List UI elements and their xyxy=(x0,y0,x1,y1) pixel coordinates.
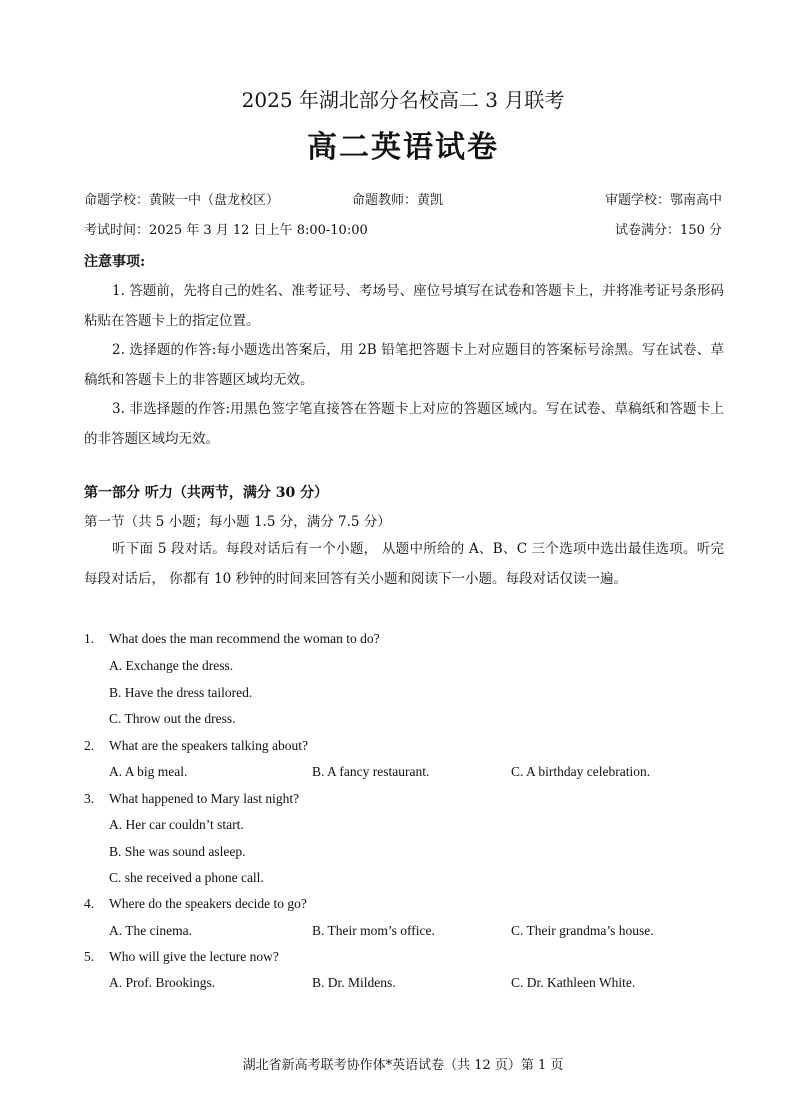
notice-item-text: 1. 答题前，先将自己的姓名、准考证号、考场号、座位号填写在试卷和答题卡上，并将准考证号条形码粘贴在答题卡上的指定位置。 xyxy=(84,283,724,329)
question-number: 4. xyxy=(84,896,95,911)
question-text: What happened to Mary last night? xyxy=(109,791,300,806)
notice-item xyxy=(84,395,724,454)
notice-heading: 注意事项: xyxy=(84,254,146,270)
meta-school: 命题学校：黄陂一中（盘龙校区） xyxy=(84,193,280,208)
question-number: 2. xyxy=(84,738,95,753)
meta-score: 试卷满分：150 分 xyxy=(615,223,722,238)
section-heading: 第一节（共 5 小题；每小题 1.5 分，满分 7.5 分） xyxy=(84,514,391,530)
page-footer: 湖北省新高考联考协作体*英语试卷（共 12 页）第 1 页 xyxy=(242,1058,564,1073)
part-heading: 第一部分 听力（共两节，满分 30 分） xyxy=(84,485,329,501)
notice-item xyxy=(84,336,724,395)
option-a: A. Prof. Brookings. xyxy=(109,975,216,990)
question-text: What are the speakers talking about? xyxy=(109,738,309,753)
option-c: C. Their grandma’s house. xyxy=(511,923,654,938)
notice-item xyxy=(84,277,724,336)
meta-teacher: 命题教师：黄凯 xyxy=(352,193,444,208)
notice-item-text: 2. 选择题的作答:每小题选出答案后，用 2B 铅笔把答题卡上对应题目的答案标号涂黑。写在试卷、草稿纸和答题卡上的非答题区域均无效。 xyxy=(84,342,724,388)
section-intro xyxy=(84,535,724,594)
option-c: C. Dr. Kathleen White. xyxy=(511,975,636,990)
section-intro-text: 听下面 5 段对话。每段对话后有一个小题， 从题中所给的 A、B、C 三个选项中选出最佳选项。听完每段对话后， 你都有 10 秒钟的时间来回答有关小题和阅读下一小题。每段对话仅读一遍。 xyxy=(84,541,724,587)
exam-title: 高二英语试卷 xyxy=(307,130,499,165)
option-c: C. A birthday celebration. xyxy=(511,764,651,779)
question-number: 1. xyxy=(84,631,95,646)
option-b: B. Have the dress tailored. xyxy=(109,685,253,700)
option-a: A. The cinema. xyxy=(109,923,192,938)
option-b: B. Dr. Mildens. xyxy=(312,975,396,990)
meta-reviewer: 审题学校：鄂南高中 xyxy=(604,193,722,208)
option-c: C. Throw out the dress. xyxy=(109,711,236,726)
option-c: C. she received a phone call. xyxy=(109,870,264,885)
exam-header-line: 2025 年湖北部分名校高二 3 月联考 xyxy=(241,88,565,112)
option-a: A. A big meal. xyxy=(109,764,188,779)
notice-item-text: 3. 非选择题的作答:用黑色签字笔直接答在答题卡上对应的答题区域内。写在试卷、草稿纸和答题卡上的非答题区域均无效。 xyxy=(84,401,724,447)
question-number: 5. xyxy=(84,949,95,964)
option-a: A. Her car couldn’t start. xyxy=(109,817,244,832)
question-text: Where do the speakers decide to go? xyxy=(109,896,307,911)
option-b: B. Their mom’s office. xyxy=(312,923,435,938)
meta-time: 考试时间：2025 年 3 月 12 日上午 8:00-10:00 xyxy=(84,223,368,238)
question-number: 3. xyxy=(84,791,95,806)
question-text: What does the man recommend the woman to do? xyxy=(109,631,380,646)
option-b: B. She was sound asleep. xyxy=(109,844,246,859)
question-text: Who will give the lecture now? xyxy=(109,949,279,964)
option-a: A. Exchange the dress. xyxy=(109,658,234,673)
option-b: B. A fancy restaurant. xyxy=(312,764,430,779)
